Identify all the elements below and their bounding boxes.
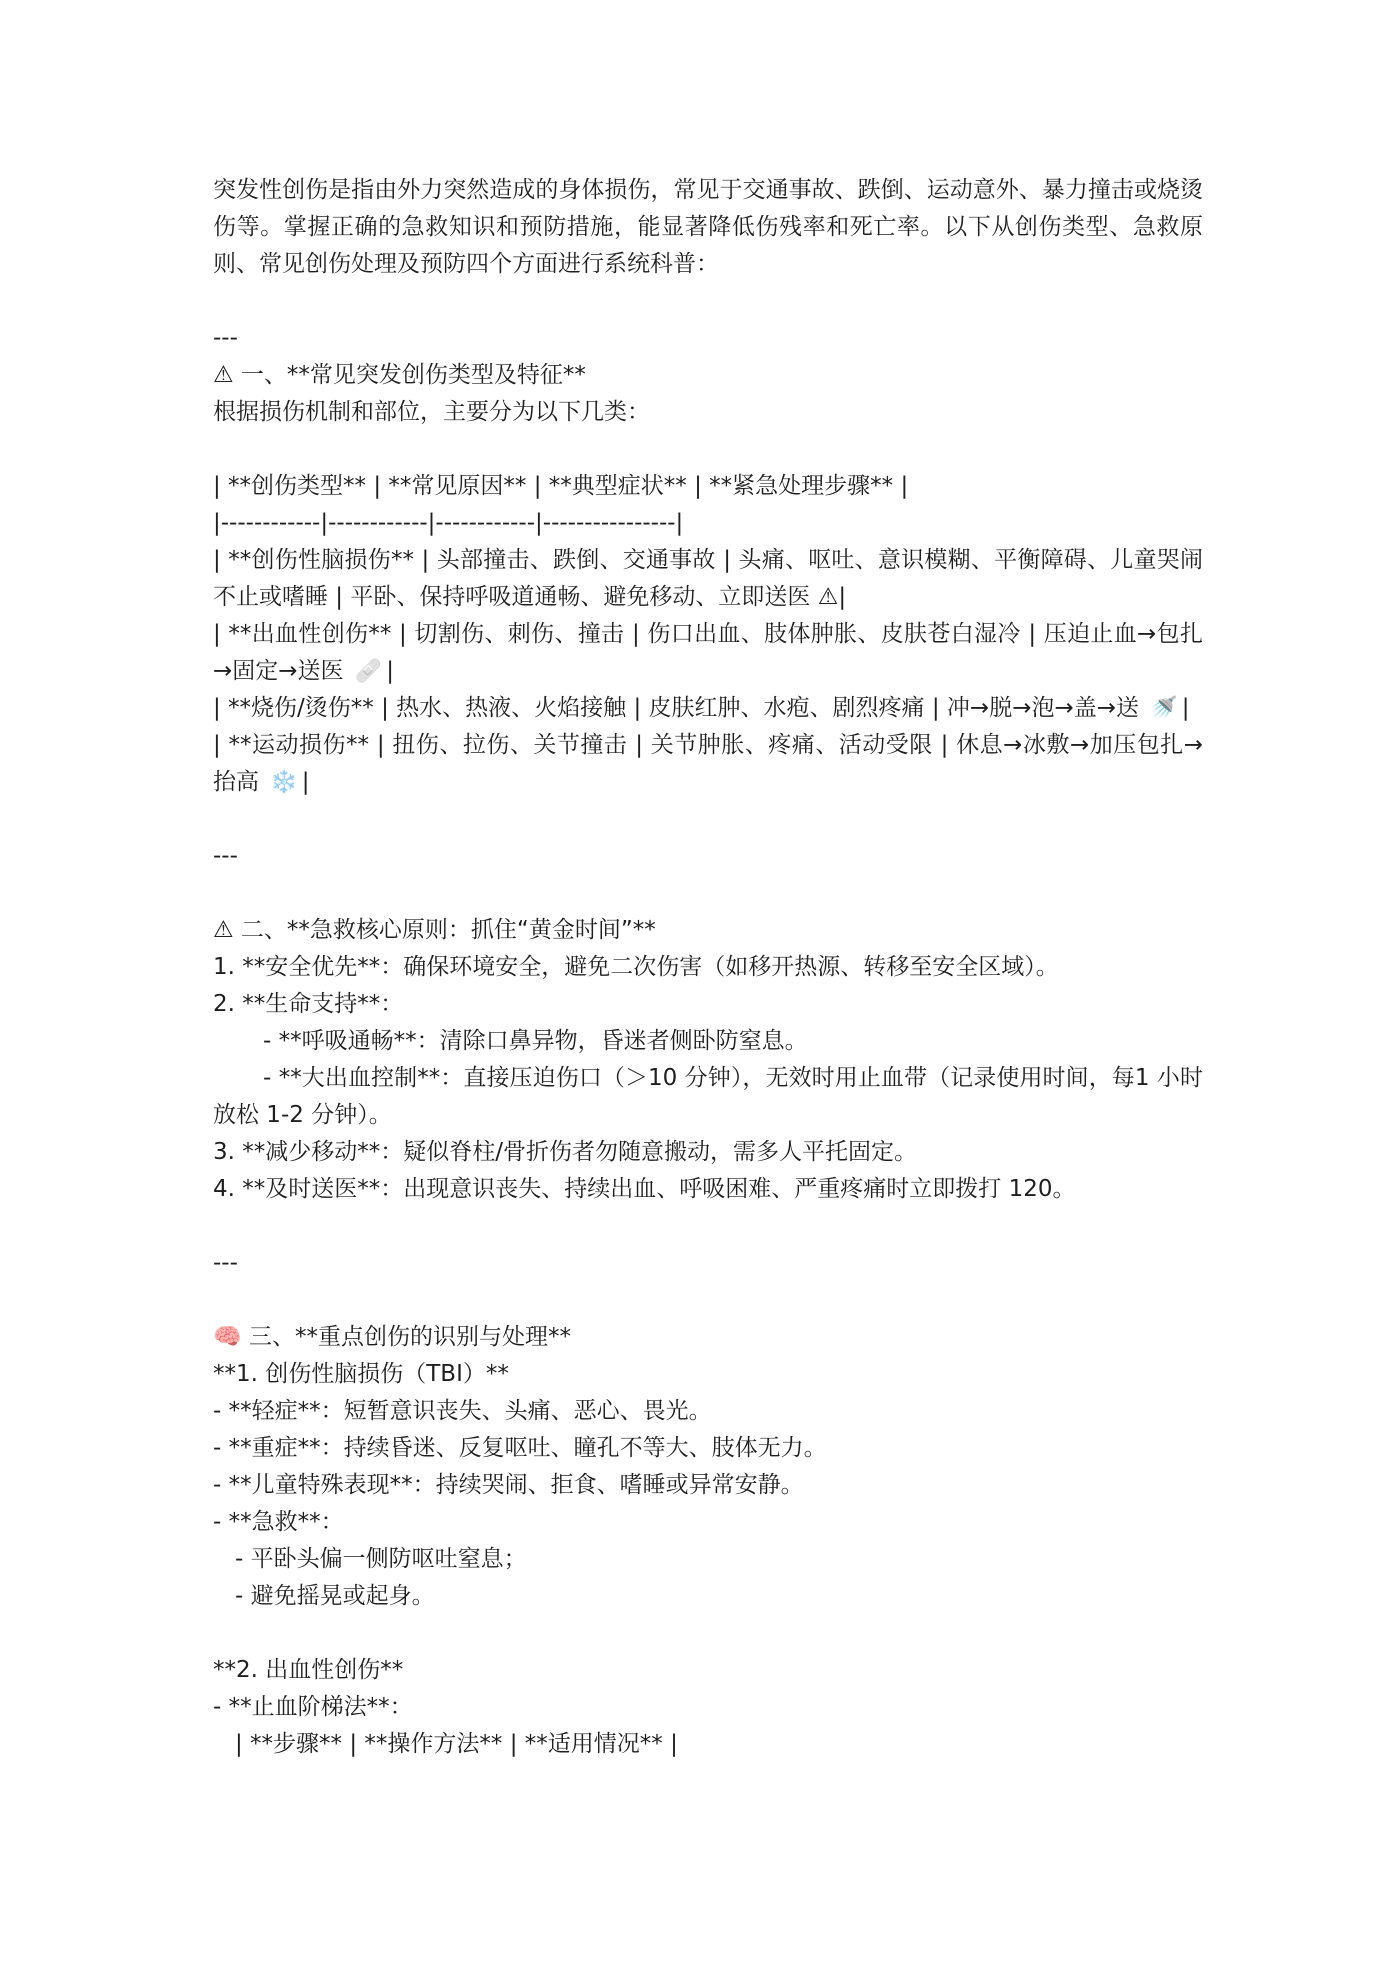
blank-line (213, 431, 1203, 468)
blank-line (213, 1282, 1203, 1319)
tbi-item: - **重症**：持续昏迷、反复呕吐、瞳孔不等大、肢体无力。 (213, 1435, 827, 1461)
table1-row-brain (213, 542, 1203, 616)
bandage-icon: 🩹 (354, 659, 383, 684)
table1-separator: |------------|------------|------------|----------------| (213, 510, 684, 536)
section2-subitem-text: - **大出血控制**：直接压迫伤口（＞10 分钟），无效时用止血带（记录使用时间，每1 小时放松 1-2 分钟）。 (213, 1065, 1203, 1128)
section2-item: 1. **安全优先**：确保环境安全，避免二次伤害（如移开热源、转移至安全区域）。 (213, 954, 1059, 980)
document-page (213, 172, 1203, 1763)
shower-icon: 🚿 (1150, 696, 1178, 721)
horizontal-rule: --- (213, 325, 238, 351)
brain-icon: 🧠 (213, 1324, 242, 1350)
section2-heading (213, 912, 1203, 949)
table1-header: | **创伤类型** | **常见原因** | **典型症状** | **紧急处理步骤** | (213, 473, 909, 499)
snowflake-icon: ❄️ (270, 770, 298, 795)
table1-row-end: | (1181, 695, 1190, 721)
horizontal-rule: --- (213, 843, 238, 869)
tbi-title: **1. 创伤性脑损伤（TBI）** (213, 1361, 509, 1387)
section2-subitem: - **呼吸通畅**：清除口鼻异物，昏迷者侧卧防窒息。 (263, 1028, 808, 1054)
table1-row-text: | **运动损伤** | 扭伤、拉伤、关节撞击 | 关节肿胀、疼痛、活动受限 | 休息→冰敷→加压包扎→抬高 (213, 732, 1203, 795)
table1-row-text: | **出血性创伤** | 切割伤、刺伤、撞击 | 伤口出血、肢体肿胀、皮肤苍白湿冷 | 压迫止血→包扎→固定→送医 (213, 621, 1203, 684)
table1-row-end: | (301, 769, 310, 795)
table1-row-text: | **创伤性脑损伤** | 头部撞击、跌倒、交通事故 | 头痛、呕吐、意识模糊、平衡障碍、儿童哭闹不止或嗜睡 | 平卧、保持呼吸道通畅、避免移动、立即送医 (213, 547, 1203, 610)
table1-row-burn (213, 690, 1203, 727)
blank-line (213, 1208, 1203, 1245)
table1-row-end: | (386, 658, 395, 684)
tbi-subitem: - 平卧头偏一侧防呕吐窒息； (235, 1546, 527, 1572)
section2-item: 2. **生命支持**： (213, 991, 404, 1017)
section1-heading (213, 357, 1203, 394)
table1-row-sport (213, 727, 1203, 801)
tbi-item: - **儿童特殊表现**：持续哭闹、拒食、嗜睡或异常安静。 (213, 1472, 804, 1498)
warning-icon: ⚠ (213, 362, 234, 388)
section2-item: 4. **及时送医**：出现意识丧失、持续出血、呼吸困难、严重疼痛时立即拨打 120。 (213, 1176, 1076, 1202)
section2-item: 3. **减少移动**：疑似脊柱/骨折伤者勿随意搬动，需多人平托固定。 (213, 1139, 918, 1165)
horizontal-rule: --- (213, 1250, 238, 1276)
warning-icon: ⚠ (213, 917, 234, 943)
tbi-item: - **急救**： (213, 1509, 344, 1535)
section1-title: 一、**常见突发创伤类型及特征** (233, 362, 586, 388)
tbi-subitem: - 避免摇晃或起身。 (235, 1583, 435, 1609)
intro-paragraph: 突发性创伤是指由外力突然造成的身体损伤，常见于交通事故、跌倒、运动意外、暴力撞击或烧烫伤等。掌握正确的急救知识和预防措施，能显著降低伤残率和死亡率。以下从创伤类型、急救原则、常见创伤处理及预防四个方面进行系统科普： (213, 177, 1203, 277)
section2-subitem-long (213, 1060, 1203, 1134)
section3-heading (213, 1319, 1203, 1356)
table1-row-text: | **烧伤/烫伤** | 热水、热液、火焰接触 | 皮肤红肿、水疱、剧烈疼痛 | 冲→脱→泡→盖→送 (213, 695, 1147, 721)
table1-row-bleeding (213, 616, 1203, 690)
bleeding-title: **2. 出血性创伤** (213, 1657, 404, 1683)
section2-title: 二、**急救核心原则：抓住“黄金时间”** (233, 917, 656, 943)
table1-row-end: | (838, 584, 847, 610)
blank-line (213, 801, 1203, 838)
tbi-item: - **轻症**：短暂意识丧失、头痛、恶心、畏光。 (213, 1398, 712, 1424)
bleeding-item: - **止血阶梯法**： (213, 1694, 413, 1720)
bleeding-table-header: | **步骤** | **操作方法** | **适用情况** | (235, 1731, 678, 1757)
warning-icon: ⚠ (817, 584, 839, 610)
section3-title: 三、**重点创伤的识别与处理** (241, 1324, 571, 1350)
blank-line (213, 875, 1203, 912)
blank-line (213, 283, 1203, 320)
section1-lead: 根据损伤机制和部位，主要分为以下几类： (213, 399, 650, 425)
blank-line (213, 1615, 1203, 1652)
